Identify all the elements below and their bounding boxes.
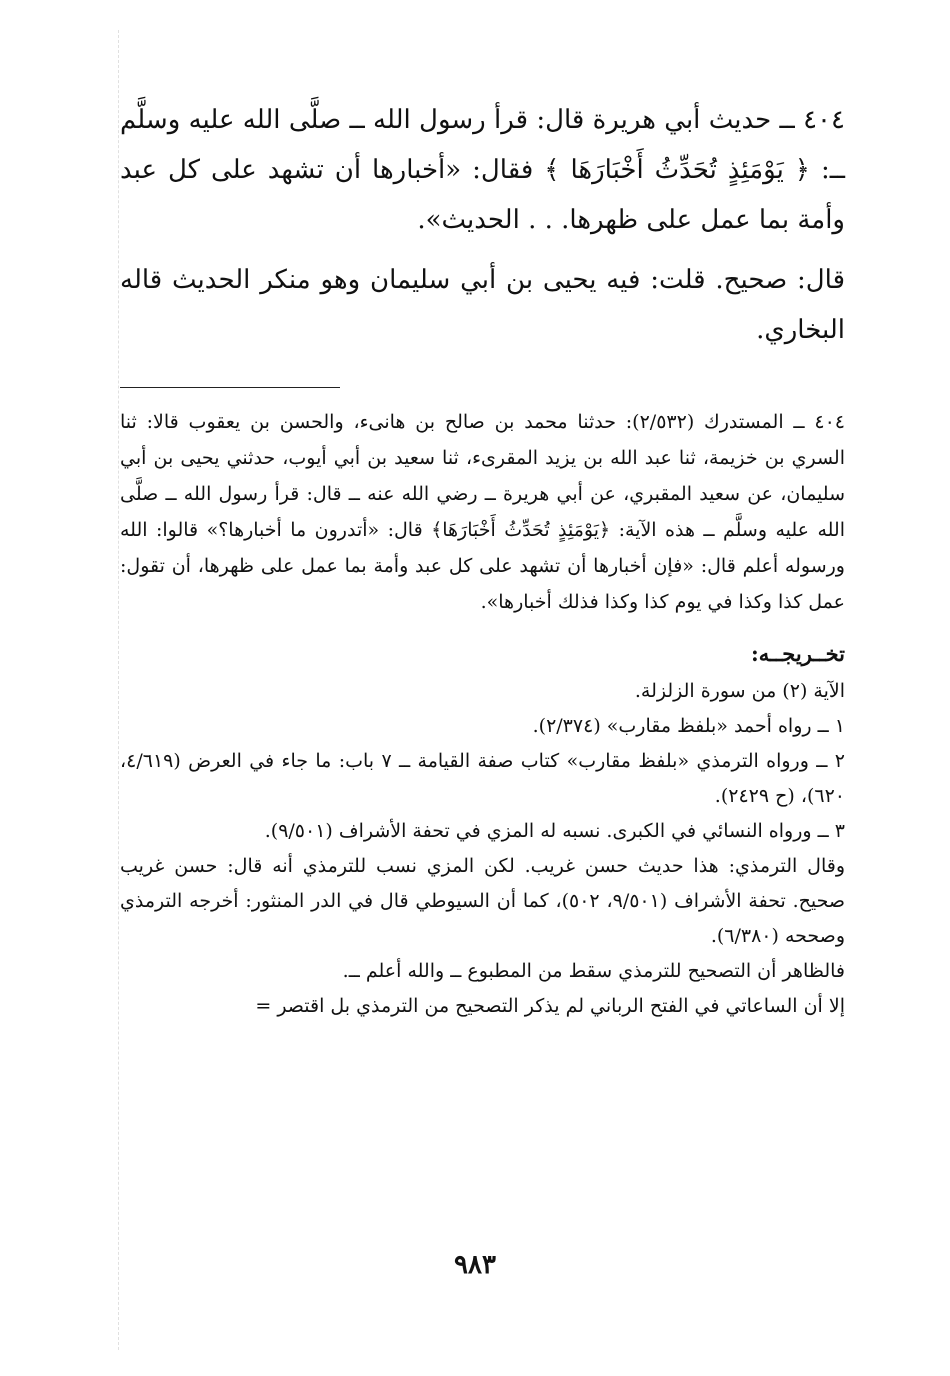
takhrij-line: فالظاهر أن التصحيح للترمذي سقط من المطبوع ــ والله أعلم ــ.: [342, 960, 845, 982]
footnote-divider: [120, 387, 340, 388]
main-text: [120, 95, 845, 355]
takhrij-line: إلا أن الساعاتي في الفتح الرباني لم يذكر التصحيح من الترمذي بل اقتصر =: [255, 995, 845, 1017]
page-body: [120, 95, 845, 1024]
takhrij-line: وقال الترمذي: هذا حديث حسن غريب. لكن المزي نسب للترمذي أنه قال: حسن غريب صحيح. تحفة الأشراف (٩/٥٠١، ٥٠٢)، كما أن السيوطي قال في الدر المنثور: أخرجه الترمذي وصححه (٦/٣٨٠).: [120, 855, 846, 947]
takhrij-section: [120, 634, 845, 1024]
footnote-section: [120, 404, 845, 620]
takhrij-title: تخــريجــه:: [750, 641, 845, 666]
scan-margin-line: [118, 30, 119, 1350]
takhrij-line: ١ ــ رواه أحمد «بلفظ مقارب» (٢/٣٧٤).: [532, 715, 845, 737]
takhrij-line: ٢ ــ ورواه الترمذي «بلفظ مقارب» كتاب صفة القيامة ــ ٧ باب: ما جاء في العرض (٤/٦١٩، ٦٢٠)، (ح ٢٤٢٩).: [120, 750, 845, 807]
takhrij-line: ٣ ــ ورواه النسائي في الكبرى. نسبه له المزي في تحفة الأشراف (٩/٥٠١).: [264, 820, 845, 842]
grading-paragraph: قال: صحيح. قلت: فيه يحيى بن أبي سليمان وهو منكر الحديث قاله البخاري.: [120, 265, 845, 345]
hadith-paragraph: ٤٠٤ ــ حديث أبي هريرة قال: قرأ رسول الله ــ صلَّى الله عليه وسلَّم ــ: ﴿ يَوْمَئِذٍ تُحَدِّثُ أَخْبَارَهَا ﴾ فقال: «أخبارها أن تشهد على كل عبد وأمة بما عمل على ظهرها. . . الحديث».: [120, 105, 845, 235]
page-number: ٩٨٣: [454, 1250, 496, 1280]
footnote-paragraph: ٤٠٤ ــ المستدرك (٢/٥٣٢): حدثنا محمد بن صالح بن هانىء، والحسن بن يعقوب قالا: ثنا السري بن خزيمة، ثنا عبد الله بن يزيد المقرىء، ثنا سعيد بن أبي أيوب، حدثني يحيى بن أبي سليمان، عن سعيد المقبري، عن أبي هريرة ــ رضي الله عنه ــ قال: قرأ رسول الله ــ صلَّى الله عليه وسلَّم ــ هذه الآية: ﴿يَوْمَئِذٍ تُحَدِّثُ أَخْبَارَهَا﴾ قال: «أتدرون ما أخبارها؟» قالوا: الله ورسوله أعلم قال: «فإن أخبارها أن تشهد على كل عبد وأمة بما عمل على ظهرها، أن تقول: عمل كذا وكذا في يوم كذا وكذا فذلك أخبارها».: [120, 411, 845, 613]
takhrij-line: الآية (٢) من سورة الزلزلة.: [634, 680, 845, 702]
